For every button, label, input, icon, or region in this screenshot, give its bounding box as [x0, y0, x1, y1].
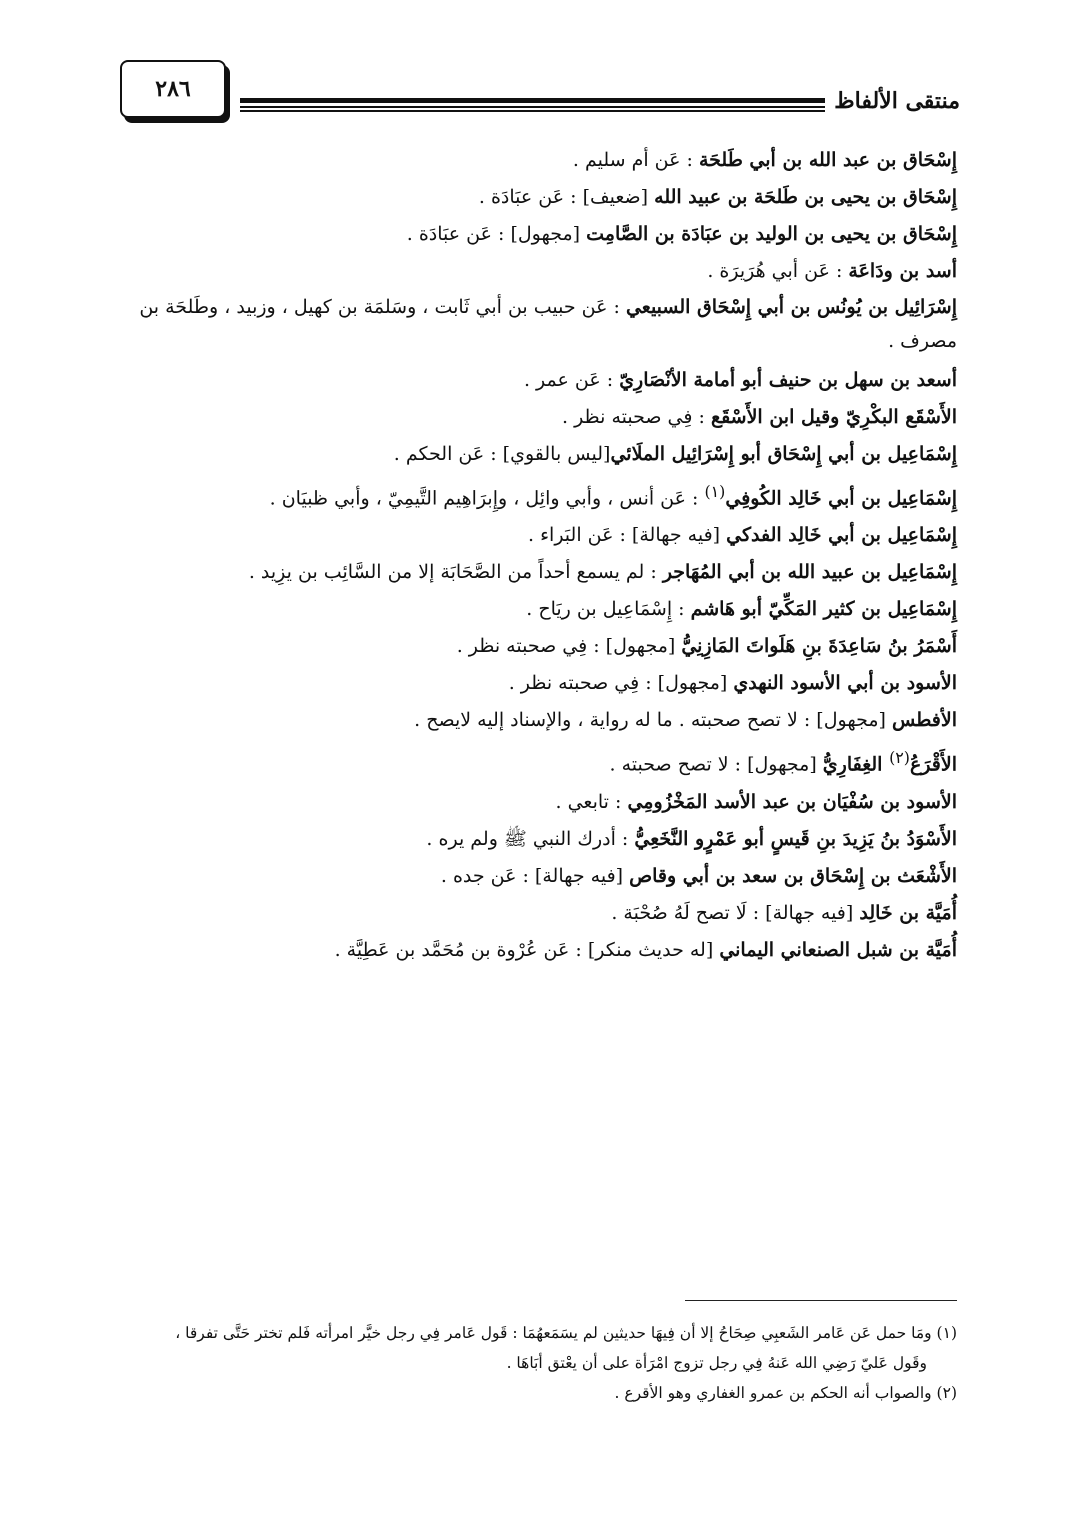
entry [110, 473, 957, 517]
narrator-entries [110, 142, 957, 969]
entry-text: [له حديث منكر] : عَن عُرْوة بن مُحَمَّد بن عَطِيَّة . [334, 938, 720, 961]
entry-text: : عَن حبيب بن أبي ثَابت ، وسَلمَة بن كهيل ، وزبيد ، وطَلحَة بن مصرف . [139, 296, 957, 352]
footnote-continuation: وقَول عَليّ رَضِي الله عَنهُ فِي رجل تزوج امْرَأة على أن يعْتق أبَاهَا . [506, 1354, 927, 1372]
entry-text: [مجهول] : عَن عبَادَة . [406, 223, 587, 245]
entry [110, 436, 957, 473]
footnotes [110, 1318, 957, 1408]
page-header [120, 60, 960, 130]
narrator-name: إِسْمَاعِيل بن أبي خَالِد الفدكي [726, 524, 957, 547]
header-rule [240, 98, 825, 112]
narrator-name: أُمَيَّة بن شبل الصنعاني اليماني [719, 938, 957, 961]
narrator-name: أَسْمَرُ بنُ سَاعِدَةَ بنِ هَلَواتَ المَازِنِيُّ [681, 635, 957, 658]
entry-text: : فِي صحبته نظر . [561, 406, 711, 428]
entry [110, 517, 957, 554]
entry-text: [مجهول] : لا تصح صحبته . ما له رواية ، والإسناد إليه لايصح . [414, 709, 892, 732]
entry [110, 858, 957, 895]
entry [110, 628, 957, 665]
narrator-name: أسد بن ودَاعَة [848, 260, 957, 282]
entry-text: [فيه جهالة] : لَا تصح لَهُ صُحْبَة . [611, 901, 860, 924]
narrator-name: إِسْرَائِيل بن يُونُس بن أبي إِسْحَاق السبيعي [625, 296, 957, 318]
entry-text: : أدرك النبي ﷺ ولم يره . [426, 827, 635, 850]
entry [110, 216, 957, 253]
entry-text: : إِسْمَاعِيل بن ريَاح . [526, 598, 691, 621]
narrator-name: الأَسْقَع البكْرِيّ وقيل ابن الأَسْقَع [710, 406, 957, 428]
entry [110, 142, 957, 179]
narrator-name: أسعد بن سهل بن حنيف أبو أمامة الأنْصَارِيّ [619, 369, 957, 391]
entry-text: [فيه جهالة] : عَن جده . [440, 864, 630, 887]
entry [110, 591, 957, 628]
entry [110, 739, 957, 783]
narrator-name: الأفطس [891, 709, 957, 732]
narrator-name: الأَسْوَدُ بنُ يَزِيدَ بنِ قَيسٍ أبو عَمْرٍو النَّخَعِيُّ [634, 827, 957, 850]
entry-text: [ليس بالقوي] : عَن الحكم . [393, 443, 611, 465]
narrator-name: الأسود بن سُفْيَان بن عبد الأسد المَخْزُومِي [627, 790, 957, 813]
entry-text: [ضعيف] : عَن عبَادَة . [478, 186, 655, 208]
entry-text: [مجهول] : فِي صحبته نظر . [456, 635, 682, 658]
footnote-ref: (٢) [889, 748, 910, 768]
narrator-name: إِسْمَاعِيل بن كثير المَكِّيّ أبو هَاشم [690, 598, 957, 621]
narrator-name: الأَشْعَث بن إِسْحَاق بن سعد بن أبي وقاص [629, 864, 957, 887]
narrator-name: إِسْمَاعِيل بن عبيد الله بن أبي المُهَاجر [662, 561, 957, 584]
entry-text: [مجهول] : لا تصح صحبته . [609, 753, 823, 776]
entry [110, 702, 957, 739]
entry [110, 665, 957, 702]
entry-text: : لم يسمع أحداً من الصَّحَابَة إلا من السَّائِب بن يزِيد . [248, 561, 663, 584]
entry-text: : عَن أم سليم . [572, 149, 699, 171]
footnote-separator [685, 1300, 957, 1301]
narrator-name: إِسْحَاق بن عبد الله بن أبي طَلحَة [698, 149, 957, 171]
narrator-name: إِسْحَاق بن يحيى بن طَلحَة بن عبيد الله [654, 186, 957, 208]
entry [110, 895, 957, 932]
page-number-box [120, 60, 226, 118]
entry [110, 290, 957, 358]
narrator-name: الأَقْرَعُ [909, 753, 957, 776]
narrator-name: إِسْمَاعِيل بن أبي خَالِد الكُوفِي [725, 487, 957, 510]
footnote: (١) ومَا حمل عَن عَامر الشَعبِي صِحَاحُ إلا أن فِيهَا حديثين لم يسَمَعهُمَا : قَول عَامر فِي رجل خيَّر امرأته فَلم تختر حَتَّى تفرقا ، [175, 1324, 957, 1342]
narrator-name: إِسْحَاق بن يحيى بن الوليد بن عبَادَة بن الصَّامِت [586, 223, 957, 245]
entry [110, 179, 957, 216]
narrator-name: أُمَيَّة بن خَالِد [859, 901, 957, 924]
entry [110, 399, 957, 436]
entry [110, 932, 957, 969]
footnote: (٢) والصواب أنه الحكم بن عمرو الغفاري وهو الأقرع . [614, 1384, 957, 1402]
entry [110, 784, 957, 821]
entry-text: [مجهول] : فِي صحبته نظر . [508, 672, 734, 695]
entry [110, 253, 957, 290]
entry-text: [فيه جهالة] : عَن البَراء . [528, 524, 727, 547]
narrator-name: الغِفَارِيُّ [822, 753, 890, 776]
book-title: منتقى الألفاظ [834, 88, 960, 114]
entry-text: : عَن عمر . [523, 369, 620, 391]
footnote-ref: (١) [704, 482, 726, 501]
entry-text: : عَن أنس ، وأبي وائِل ، وإِبرَاهِيم التَّيمِيّ ، وأبي ظبيَان . [269, 487, 705, 510]
entry-text: : تابعي . [555, 790, 628, 813]
entry-text: : عَن أبي هُرَيرَة . [707, 260, 849, 282]
entry [110, 554, 957, 591]
page-number: ٢٨٦ [155, 76, 191, 102]
narrator-name: إِسْمَاعِيل بن أبي إِسْحَاق أبو إِسْرَائِيل الملَائي [610, 443, 957, 465]
entry [110, 362, 957, 399]
entry [110, 821, 957, 858]
narrator-name: الأسود بن أبي الأسود النهدي [733, 672, 957, 695]
